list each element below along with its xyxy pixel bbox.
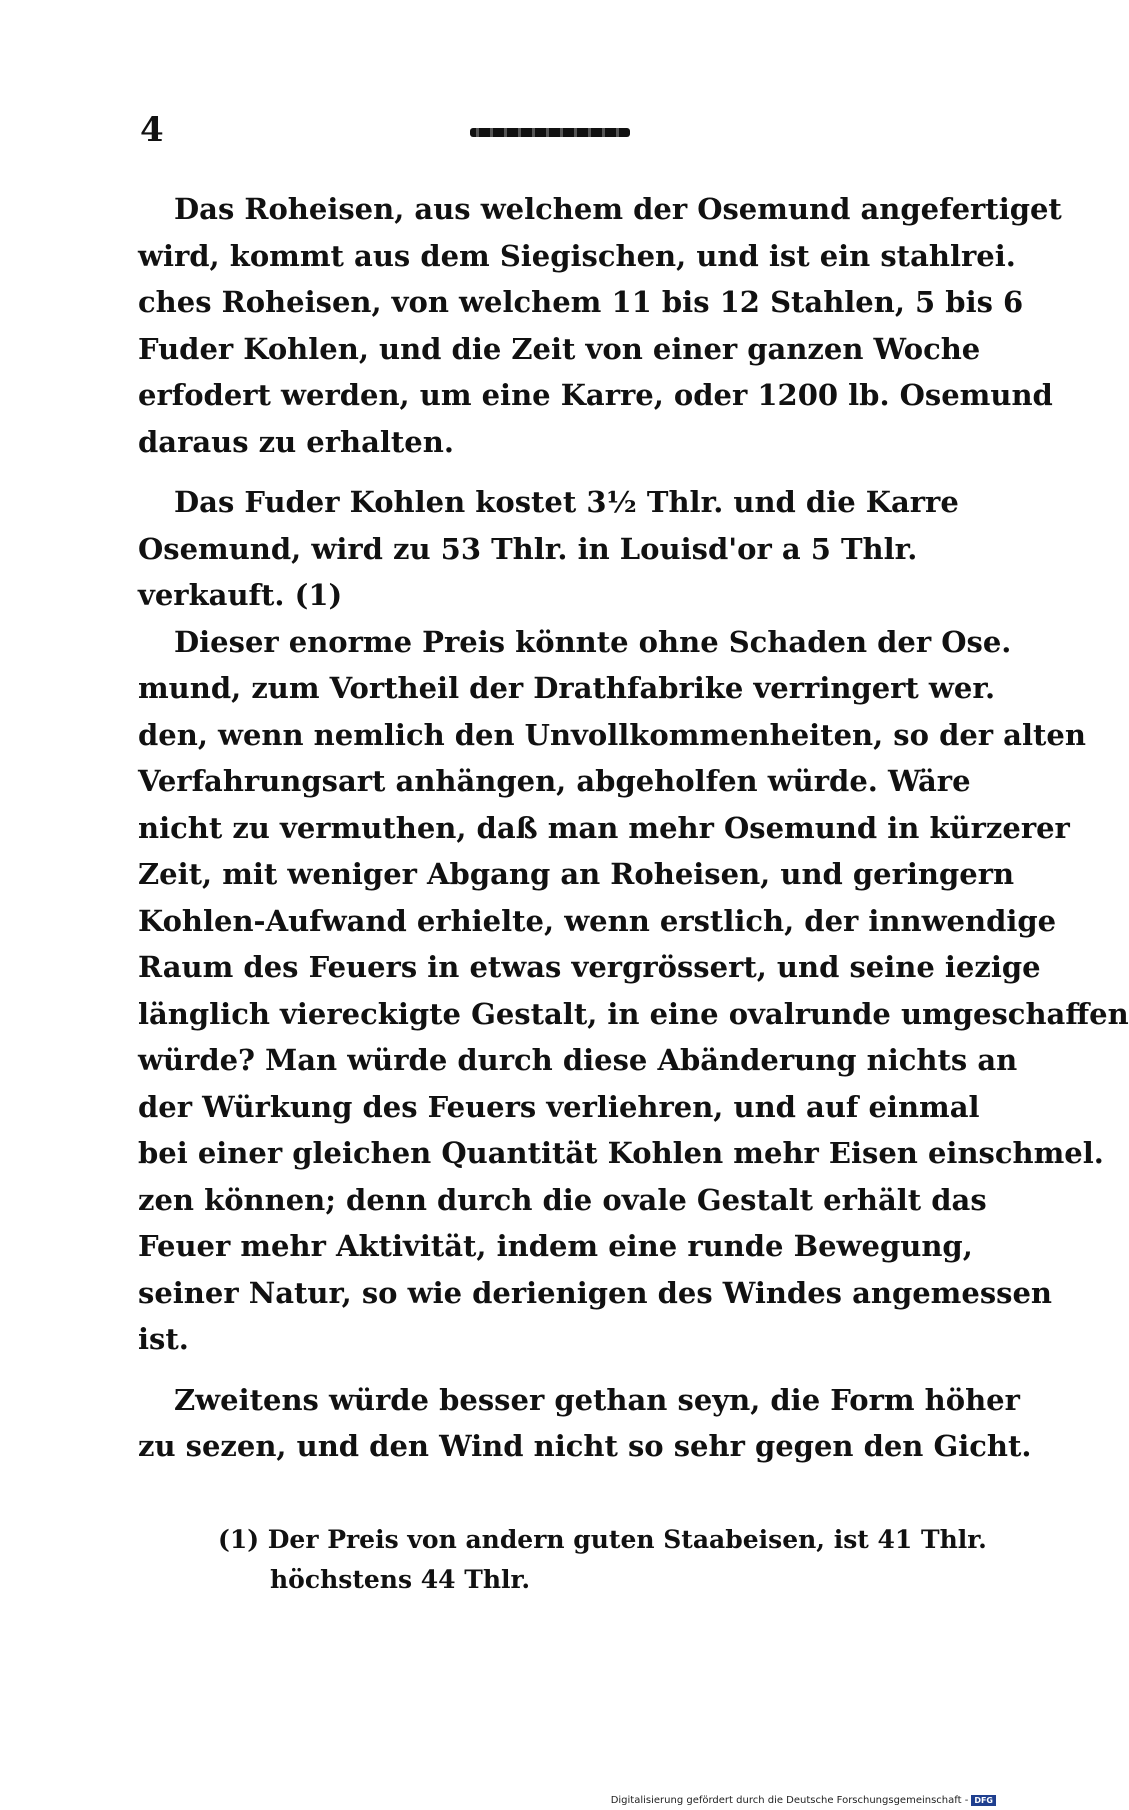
text-line: Fuder Kohlen, und die Zeit von einer ganzen Woche (138, 331, 981, 366)
text-line: wird, kommt aus dem Siegischen, und ist ein stahlrei. (138, 238, 1016, 273)
dfg-logo: DFG (971, 1795, 996, 1806)
text-line: mund, zum Vortheil der Drathfabrike verringert wer. (138, 671, 996, 705)
text-line: Das Fuder Kohlen kostet 3½ Thlr. und die Karre (174, 485, 959, 519)
footnote-line: höchstens 44 Thlr. (270, 1565, 531, 1594)
text-line: Verfahrungsart anhängen, abgeholfen würde. Wäre (138, 764, 971, 798)
text-line: würde? Man würde durch diese Abänderung nichts an (138, 1043, 1018, 1077)
text-line: erfodert werden, um eine Karre, oder 1200 lb. Osemund (138, 378, 1053, 412)
paragraph-1 (138, 186, 1062, 465)
header-ornament (470, 128, 630, 137)
text-line: Das Roheisen, aus welchem der Osemund angefertiget (174, 192, 1062, 226)
text-line: länglich viereckigte Gestalt, in eine ovalrunde umgeschaffen (138, 996, 1129, 1031)
text-line: Zeit, mit weniger Abgang an Roheisen, und geringern (138, 857, 1015, 891)
paragraph-4 (138, 1377, 1032, 1470)
text-line: zu sezen, und den Wind nicht so sehr gegen den Gicht. (138, 1429, 1032, 1463)
paragraph-3 (138, 619, 1129, 1363)
text-line: Osemund, wird zu 53 Thlr. in Louisd'or a 5 Thlr. (138, 531, 918, 566)
text-line: daraus zu erhalten. (138, 424, 454, 459)
text-line: den, wenn nemlich den Unvollkommenheiten, so der alten (138, 717, 1086, 752)
text-line: verkauft. (1) (138, 578, 343, 612)
digitization-credit (611, 1795, 996, 1806)
text-line: Dieser enorme Preis könnte ohne Schaden der Ose. (174, 624, 1012, 659)
footnote (218, 1520, 987, 1600)
text-line: seiner Natur, so wie derienigen des Windes angemessen (138, 1275, 1053, 1310)
text-line: bei einer gleichen Quantität Kohlen mehr Eisen einschmel. (138, 1136, 1104, 1170)
text-line: Feuer mehr Aktivität, indem eine runde Bewegung, (138, 1229, 973, 1263)
paragraph-2 (138, 479, 959, 619)
body-text (138, 186, 1129, 1470)
text-line: Kohlen-Aufwand erhielte, wenn erstlich, der innwendige (138, 903, 1057, 938)
text-line: zen können; denn durch die ovale Gestalt erhält das (138, 1182, 987, 1217)
text-line: Raum des Feuers in etwas vergrössert, und seine iezige (138, 950, 1041, 984)
page-number: 4 (140, 110, 164, 150)
text-line: Zweitens würde besser gethan seyn, die Form höher (174, 1382, 1020, 1417)
text-line: ist. (138, 1322, 189, 1356)
text-line: nicht zu vermuthen, daß man mehr Osemund in kürzerer (138, 810, 1070, 845)
credit-text: Digitalisierung gefördert durch die Deutsche Forschungsgemeinschaft - (610, 1795, 969, 1806)
footnote-line: (1) Der Preis von andern guten Staabeisen, ist 41 Thlr. (218, 1525, 987, 1554)
text-line: der Würkung des Feuers verliehren, und auf einmal (138, 1089, 980, 1124)
text-line: ches Roheisen, von welchem 11 bis 12 Stahlen, 5 bis 6 (138, 285, 1024, 319)
